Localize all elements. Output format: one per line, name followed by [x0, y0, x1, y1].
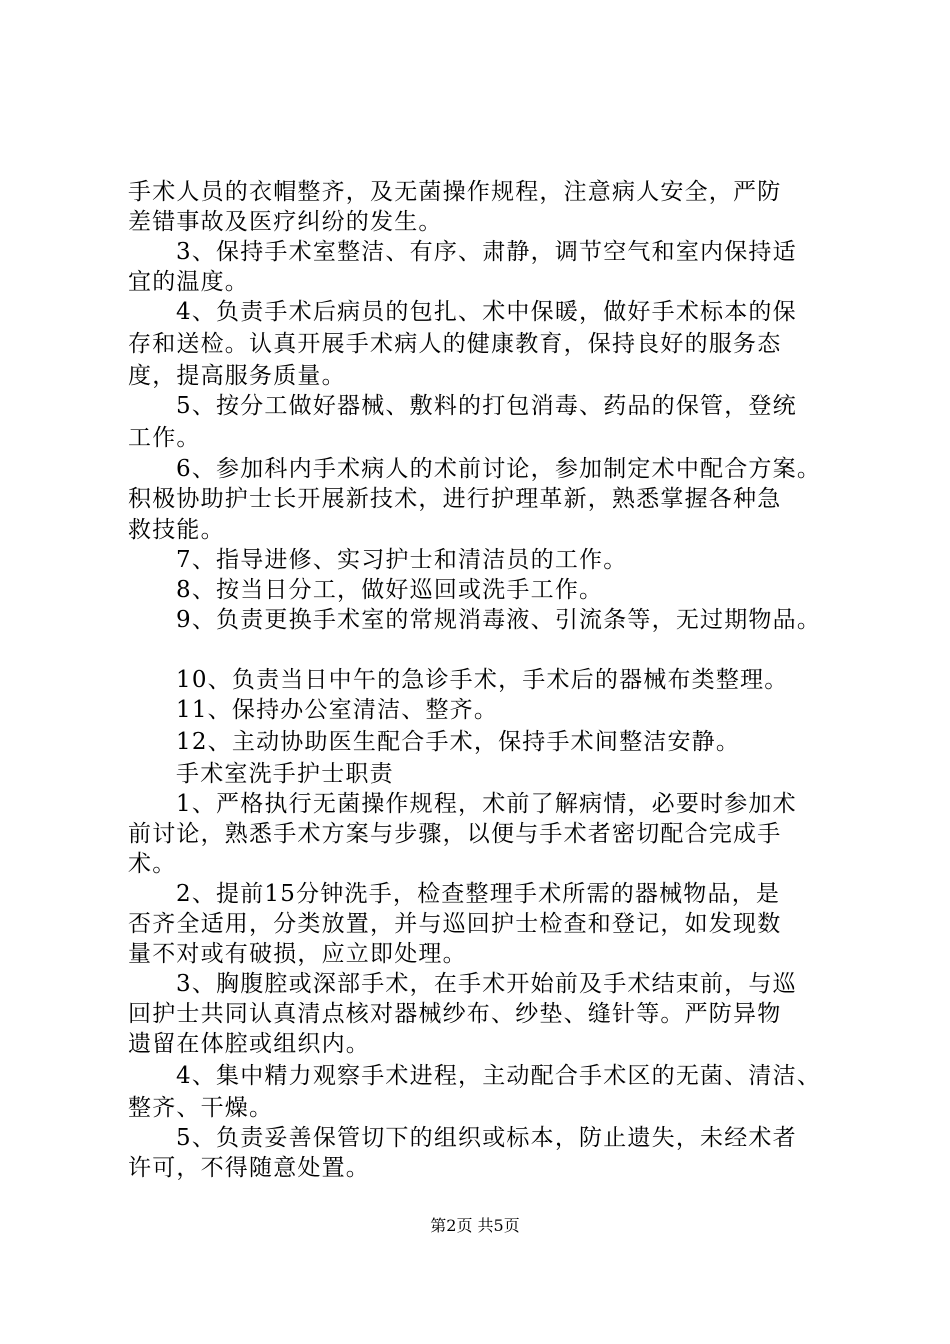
text-line: 4、集中精力观察手术进程，主动配合手术区的无菌、清洁、	[176, 1063, 822, 1089]
text-line: 工作。	[128, 425, 201, 451]
text-line: 宜的温度。	[128, 269, 249, 295]
text-line: 5、负责妥善保管切下的组织或标本，防止遗失，未经术者	[176, 1125, 797, 1151]
text-line: 差错事故及医疗纠纷的发生。	[128, 209, 443, 235]
text-line: 12、主动协助医生配合手术，保持手术间整洁安静。	[176, 729, 741, 755]
text-line: 1、严格执行无菌操作规程，术前了解病情，必要时参加术	[176, 791, 797, 817]
text-line: 积极协助护士长开展新技术，进行护理革新，熟悉掌握各种急	[128, 486, 782, 512]
text-line: 5、按分工做好器械、敷料的打包消毒、药品的保管，登统	[176, 393, 797, 419]
text-line: 存和送检。认真开展手术病人的健康教育，保持良好的服务态	[128, 331, 782, 357]
page-footer: 第2页 共5页	[430, 1216, 520, 1235]
text-line: 3、胸腹腔或深部手术，在手术开始前及手术结束前，与巡	[176, 971, 797, 997]
text-line: 量不对或有破损，应立即处理。	[128, 941, 467, 967]
text-line: 4、负责手术后病员的包扎、术中保暖，做好手术标本的保	[176, 299, 797, 325]
text-line: 回护士共同认真清点核对器械纱布、纱垫、缝针等。严防异物	[128, 1001, 782, 1027]
text-line: 许可，不得随意处置。	[128, 1155, 370, 1181]
text-line: 救技能。	[128, 517, 225, 543]
text-line: 否齐全适用，分类放置，并与巡回护士检查和登记，如发现数	[128, 911, 782, 937]
text-line: 度，提高服务质量。	[128, 363, 346, 389]
text-line: 3、保持手术室整洁、有序、肃静，调节空气和室内保持适	[176, 239, 797, 265]
text-line: 术。	[128, 851, 177, 877]
text-line: 9、负责更换手术室的常规消毒液、引流条等，无过期物品。	[176, 607, 822, 633]
text-line: 整齐、干燥。	[128, 1095, 274, 1121]
text-line: 6、参加科内手术病人的术前讨论，参加制定术中配合方案。	[176, 456, 822, 482]
text-line: 前讨论，熟悉手术方案与步骤，以便与手术者密切配合完成手	[128, 821, 782, 847]
text-line: 11、保持办公室清洁、整齐。	[176, 697, 499, 723]
text-line: 8、按当日分工，做好巡回或洗手工作。	[176, 577, 604, 603]
text-line: 遗留在体腔或组织内。	[128, 1031, 370, 1057]
section-heading: 手术室洗手护士职责	[176, 761, 394, 787]
text-line: 2、提前15分钟洗手，检查整理手术所需的器械物品，是	[176, 881, 781, 907]
text-line: 10、负责当日中午的急诊手术，手术后的器械布类整理。	[176, 667, 789, 693]
text-line: 手术人员的衣帽整齐，及无菌操作规程，注意病人安全，严防	[128, 179, 782, 205]
text-line: 7、指导进修、实习护士和清洁员的工作。	[176, 547, 628, 573]
